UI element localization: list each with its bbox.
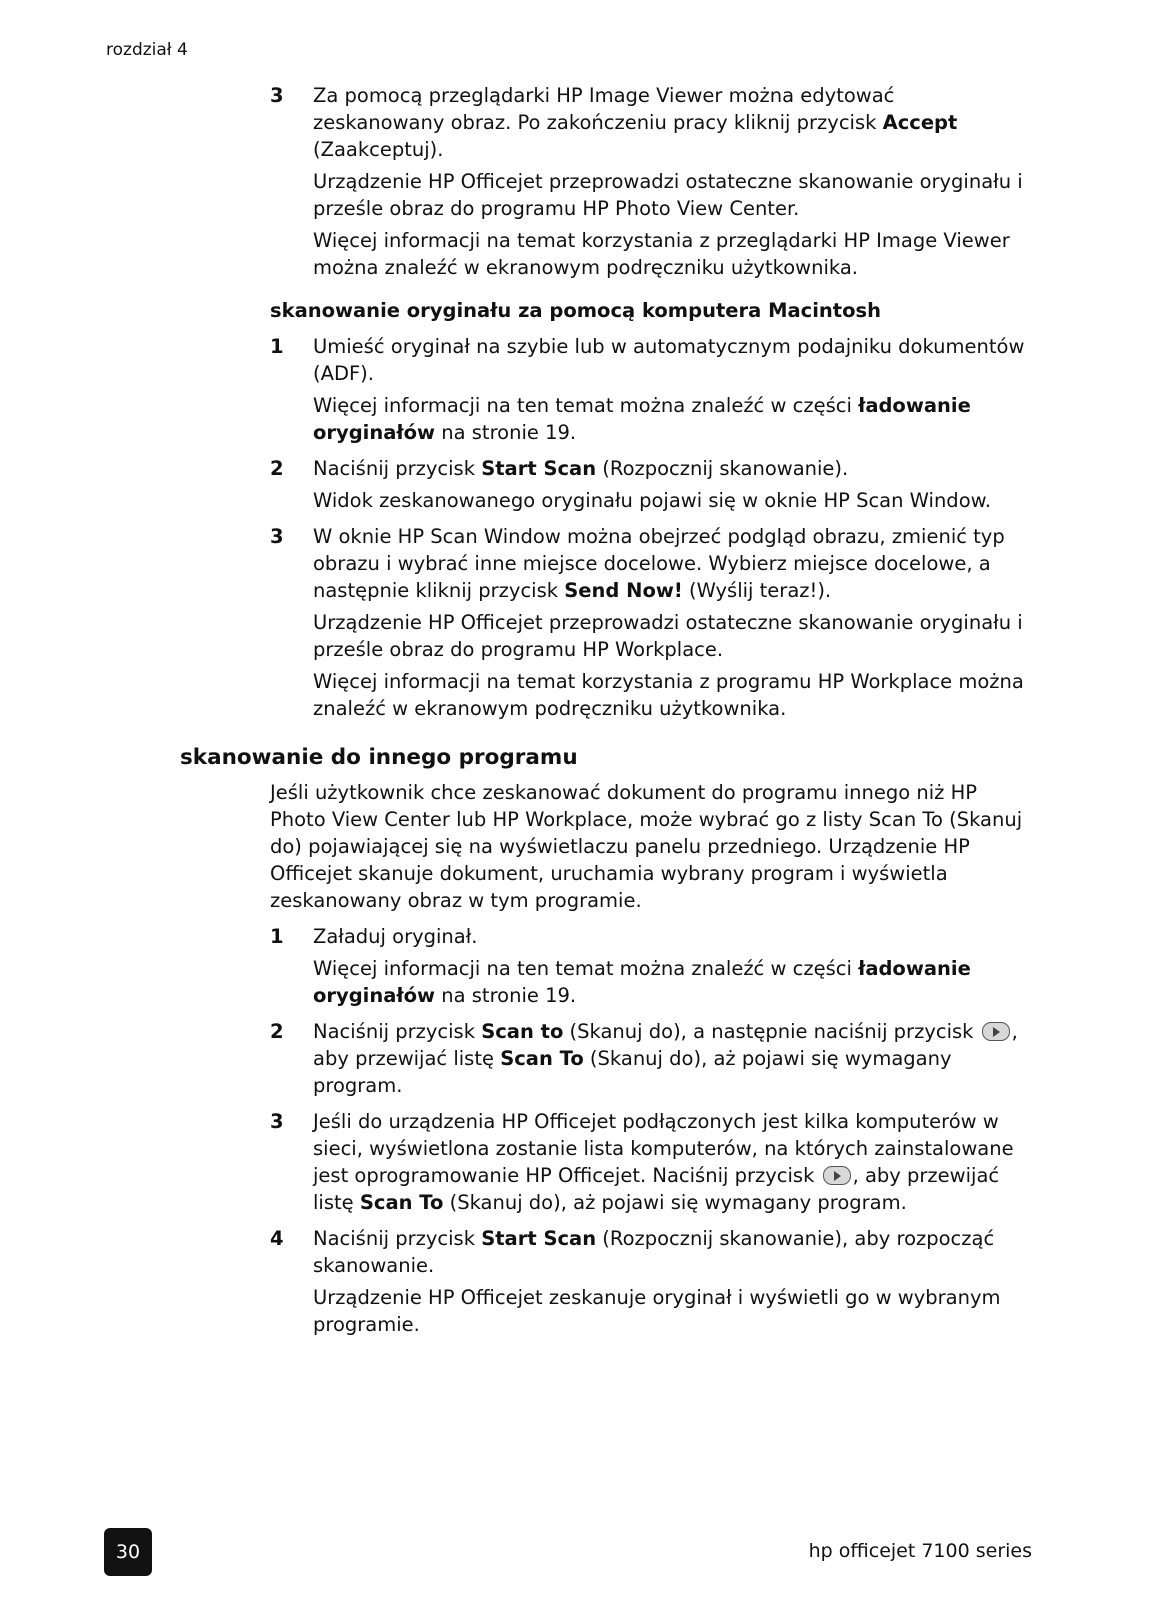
chapter-label: rozdział 4: [106, 40, 188, 60]
product-title: hp officejet 7100 series: [808, 1540, 1032, 1562]
step-number: 2: [270, 1020, 284, 1043]
step-reference: Więcej informacji na ten temat można znaleźć w części ładowanie oryginałów na stronie 19.: [313, 394, 971, 444]
step-note: Widok zeskanowanego oryginału pojawi się w oknie HP Scan Window.: [313, 489, 991, 512]
step-number: 1: [270, 925, 284, 948]
section-intro: Jeśli użytkownik chce zeskanować dokument do programu innego niż HP Photo View Center lub HP Workplace, może wybrać go z listy Scan To (Skanuj do) pojawiającej się na wyświetlaczu panelu przedniego. Urządzenie HP Officejet skanuje dokument, uruchamia wybrany program i wyświetla zeskanowany obraz w tym programie.: [270, 781, 1023, 912]
right-arrow-button-icon: [982, 1022, 1010, 1041]
page-content: [180, 82, 1030, 1338]
other-step-3: [270, 1108, 1030, 1216]
step-text: Naciśnij przycisk Start Scan (Rozpocznij skanowanie).: [313, 457, 849, 480]
step-text: Naciśnij przycisk Start Scan (Rozpocznij skanowanie), aby rozpocząć skanowanie.: [313, 1227, 995, 1277]
mac-step-2: [270, 455, 1030, 514]
accept-label: Accept: [882, 111, 958, 134]
step-reference: Więcej informacji na ten temat można znaleźć w części ładowanie oryginałów na stronie 19.: [313, 957, 971, 1007]
step-note: Więcej informacji na temat korzystania z programu HP Workplace można znaleźć w ekranowym podręczniku użytkownika.: [313, 670, 1024, 720]
other-step-1: [270, 923, 1030, 1009]
step-note: Urządzenie HP Officejet przeprowadzi ostateczne skanowanie oryginału i prześle obraz do programu HP Workplace.: [313, 611, 1023, 661]
step-note: Urządzenie HP Officejet przeprowadzi ostateczne skanowanie oryginału i prześle obraz do programu HP Photo View Center.: [313, 170, 1023, 220]
step-text: Umieść oryginał na szybie lub w automatycznym podajniku dokumentów (ADF).: [313, 335, 1025, 385]
step-number: 3: [270, 1110, 284, 1133]
section-heading-mac: skanowanie oryginału za pomocą komputera Macintosh: [270, 299, 881, 322]
other-step-2: [270, 1018, 1030, 1099]
page-number: 30: [104, 1528, 152, 1576]
start-scan-label: Start Scan: [481, 457, 597, 480]
step-note: Urządzenie HP Officejet zeskanuje oryginał i wyświetli go w wybranym programie.: [313, 1286, 1001, 1336]
mac-step-3: [270, 523, 1030, 722]
step-number: 1: [270, 335, 284, 358]
reference-link: ładowanie oryginałów: [313, 394, 971, 444]
other-step-4: [270, 1225, 1030, 1338]
step-3-image-viewer: [270, 82, 1030, 281]
section-heading-other-program: skanowanie do innego programu: [180, 745, 578, 770]
start-scan-label: Start Scan: [481, 1227, 597, 1250]
step-text: Jeśli do urządzenia HP Officejet podłączonych jest kilka komputerów w sieci, wyświetlona zostanie lista komputerów, na których zainstalowane jest oprogramowanie HP Officejet. Naciśnij przycisk , aby przewijać listę Scan To (Skanuj do), aż pojawi się wymagany program.: [313, 1110, 1014, 1214]
scan-to-label: Scan to: [481, 1020, 564, 1043]
mac-step-1: [270, 333, 1030, 446]
reference-link: ładowanie oryginałów: [313, 957, 971, 1007]
step-note: Więcej informacji na temat korzystania z przeglądarki HP Image Viewer można znaleźć w ekranowym podręczniku użytkownika.: [313, 229, 1010, 279]
step-number: 3: [270, 84, 284, 107]
scan-to-label: Scan To: [359, 1191, 444, 1214]
send-now-label: Send Now!: [564, 579, 683, 602]
step-number: 4: [270, 1227, 284, 1250]
step-text: W oknie HP Scan Window można obejrzeć podgląd obrazu, zmienić typ obrazu i wybrać inne miejsce docelowe. Wybierz miejsce docelowe, a następnie kliknij przycisk Send Now! (Wyślij teraz!).: [313, 525, 1005, 602]
step-text: Za pomocą przeglądarki HP Image Viewer można edytować zeskanowany obraz. Po zakończeniu pracy kliknij przycisk Accept (Zaakceptuj).: [313, 84, 958, 161]
right-arrow-button-icon: [823, 1166, 851, 1185]
step-number: 3: [270, 525, 284, 548]
step-number: 2: [270, 457, 284, 480]
step-text: Naciśnij przycisk Scan to (Skanuj do), a następnie naciśnij przycisk , aby przewijać listę Scan To (Skanuj do), aż pojawi się wymagany program.: [313, 1020, 1018, 1097]
scan-to-label: Scan To: [500, 1047, 584, 1070]
step-text: Załaduj oryginał.: [313, 925, 478, 948]
